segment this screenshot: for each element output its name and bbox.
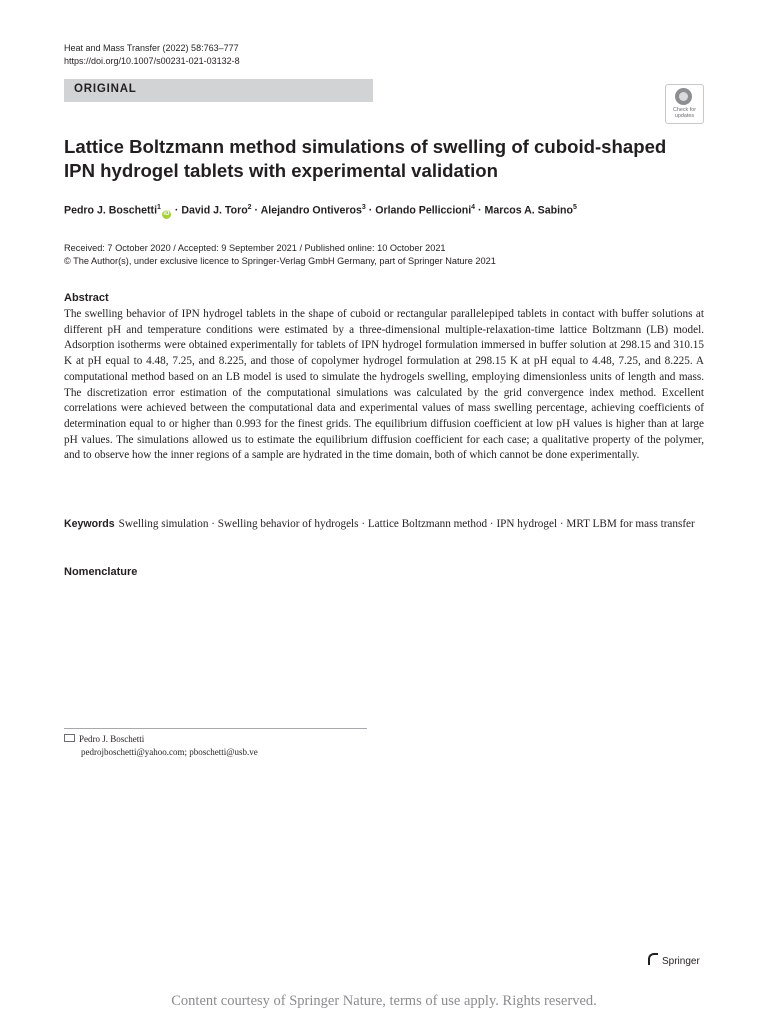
author-affiliation-number: 2 (247, 204, 252, 211)
author-name[interactable]: Pedro J. Boschetti (64, 204, 158, 217)
journal-info (64, 42, 240, 68)
dates-line: Received: 7 October 2020 / Accepted: 9 September 2021 / Published online: 10 October 2021 (64, 243, 446, 253)
check-for-updates-badge[interactable] (665, 84, 704, 124)
envelope-icon (64, 734, 75, 742)
author-name[interactable]: Orlando Pelliccioni (375, 204, 472, 217)
keywords (64, 517, 704, 533)
author-affiliation-number: 1 (157, 204, 161, 211)
abstract-heading: Abstract (64, 292, 109, 304)
author-separator: · (251, 204, 261, 217)
footer-notice: Content courtesy of Springer Nature, terms of use apply. Rights reserved. (171, 993, 597, 1009)
springer-horse-icon (648, 953, 658, 965)
keywords-text: Swelling simulation · Swelling behavior of hydrogels · Lattice Boltzmann method · IPN hydrogel · MRT LBM for mass transfer (118, 518, 695, 530)
corresponding-emails[interactable]: pedrojboschetti@yahoo.com; pboschetti@usb.ve (81, 746, 258, 757)
author-affiliation-number: 5 (573, 204, 577, 211)
footnote-divider (64, 728, 367, 729)
doi-link[interactable]: https://doi.org/10.1007/s00231-021-03132-8 (64, 56, 240, 66)
correspondence (64, 733, 258, 758)
author-name[interactable]: Marcos A. Sabino (484, 204, 573, 217)
abstract-text: The swelling behavior of IPN hydrogel tablets in the shape of cuboid or rectangular parallelepiped tablets in contact with buffer solutions at different pH and temperature conditions were estimated by a three-dimensional multiple-relaxation-time lattice Boltzmann (LB) model. Adsorption isotherms were obtained experimentally for tablets of IPN hydrogel formulation immersed in buffer solution at 298.15 and 310.15 K at pH equal to 4.48, 7.25, and 8.225, and those of copolymer hydrogel formulation at 298.15 K at pH equal to 4.48, 7.25, and 8.225. A computational method based on an LB model is used to simulate the hydrogels swelling, employing dimensionless units of length and mass. The discretization error estimation of the computational simulations was calculated by the grid convergence index method. Excellent correlations were achieved between the computational data and experimental values of mass swelling percentage, achieving coefficients of determination equal to or higher than 0.993 for the finest grids. The equilibrium diffusion coefficient at low pH values is higher than at large pH values. The simulations allowed us to estimate the equilibrium diffusion coefficient for each case; a qualitative property of the polymer, and to observe how the inner regions of a sample are hydrated in the time domain, both of which cannot be done experimentally. (64, 308, 704, 462)
author-separator: · (171, 204, 182, 217)
orcid-icon[interactable]: iD (163, 210, 170, 217)
article-title: Lattice Boltzmann method simulations of swelling of cuboid-shaped IPN hydrogel tablets with experimental validation (64, 136, 667, 181)
article-type-banner (64, 79, 373, 102)
publisher-name: Springer (662, 956, 700, 967)
check-updates-line1: Check for (672, 107, 697, 113)
author-separator: · (365, 204, 376, 217)
author-name[interactable]: David J. Toro (181, 204, 248, 217)
copyright-line: © The Author(s), under exclusive licence to Springer-Verlag GmbH Germany, part of Springer Nature 2021 (64, 256, 496, 266)
author-name[interactable]: Alejandro Ontiveros (260, 204, 362, 217)
check-updates-line2: updates (674, 113, 695, 119)
article-type-label: ORIGINAL (74, 83, 137, 95)
publication-dates (64, 242, 496, 268)
journal-citation: Heat and Mass Transfer (2022) 58:763–777 (64, 43, 239, 53)
author-separator: · (475, 204, 485, 217)
corresponding-author: Pedro J. Boschetti (79, 734, 145, 744)
publisher-logo (648, 953, 700, 967)
author-affiliation-number: 3 (361, 204, 366, 211)
check-updates-icon (675, 88, 692, 105)
keywords-heading: Keywords (64, 518, 115, 530)
nomenclature-heading: Nomenclature (64, 566, 138, 578)
author-list (64, 204, 704, 219)
author-affiliation-number: 4 (471, 204, 476, 211)
